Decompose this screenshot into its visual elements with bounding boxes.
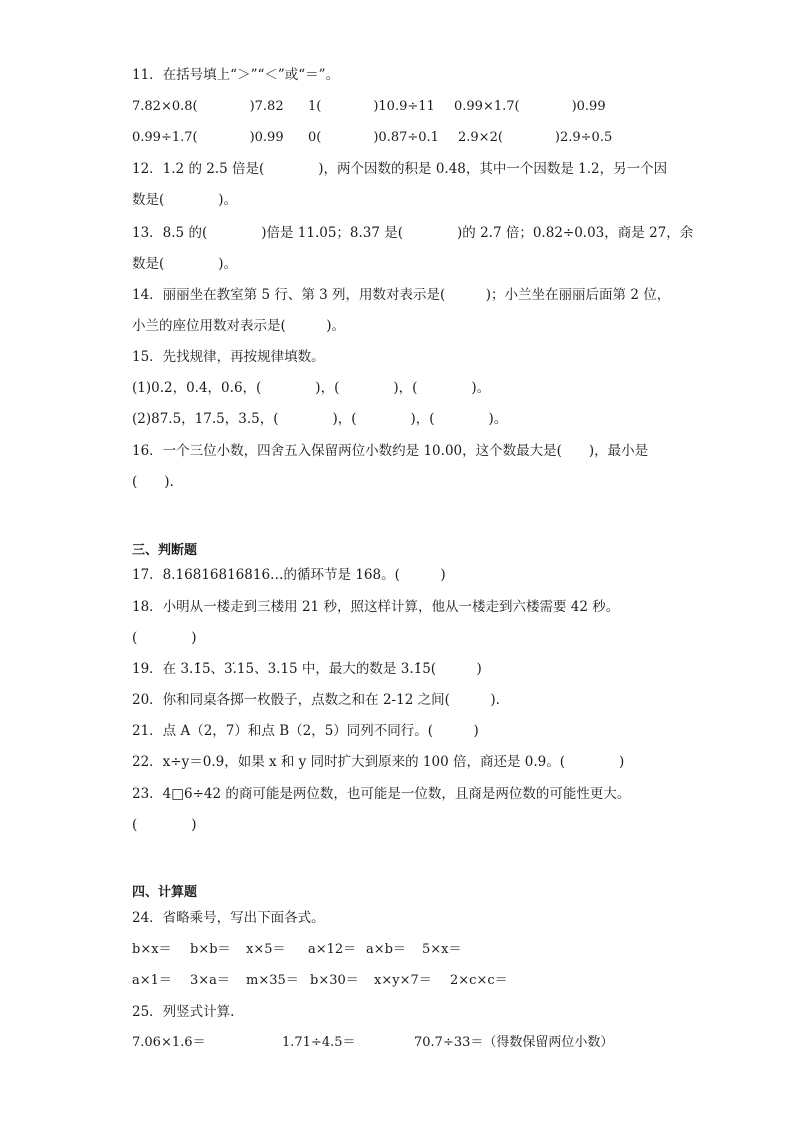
q24-expr-9: m×35＝ [246, 973, 299, 988]
q12-line-1: 12．1.2 的 2.5 倍是( )，两个因数的积是 0.48，其中一个因数是 1.2，另一个因 [132, 161, 668, 177]
q24-expr-6: 5×x＝ [422, 942, 462, 957]
q14-line-2: 小兰的座位用数对表示是( )。 [132, 318, 346, 334]
q20: 20．你和同桌各掷一枚骰子，点数之和在 2-12 之间( ). [132, 692, 500, 708]
q24-expr-10: b×30＝ [310, 973, 359, 988]
q21: 21．点 A（2，7）和点 B（2，5）同列不同行。( ) [132, 723, 479, 739]
q24-expr-1: b×x＝ [132, 942, 172, 957]
q24-expr-12: 2×c×c＝ [450, 973, 508, 988]
q19: 19．在 3.1̇5̇、3.̇15̇、3.15 中，最大的数是 3.1̇5̇( ) [132, 661, 482, 677]
q25-item-3: 70.7÷33＝（得数保留两位小数） [414, 1035, 614, 1050]
q11-item-3: 0.99×1.7( )0.99 [454, 99, 606, 114]
q11-item-5: 0( )0.87÷0.1 [308, 130, 439, 145]
q11-item-2: 1( )10.9÷11 [308, 99, 435, 114]
q24-expr-7: a×1＝ [132, 973, 172, 988]
q14-line-1: 14．丽丽坐在教室第 5 行、第 3 列，用数对表示是( )；小兰坐在丽丽后面第 2 位， [132, 287, 671, 303]
section-4-heading: 四、计算题 [132, 885, 198, 900]
q11-item-6: 2.9×2( )2.9÷0.5 [458, 130, 613, 145]
q15-line-2: (2)87.5，17.5，3.5，( )，( )，( )。 [132, 411, 508, 427]
q13-line-1: 13．8.5 的( )倍是 11.05；8.37 是( )的 2.7 倍；0.82÷0.03，商是 27，余 [132, 225, 694, 241]
q18-line-2: ( ) [132, 630, 197, 646]
q24-expr-3: x×5＝ [246, 942, 286, 957]
q23-line-1: 23．4□6÷42 的商可能是两位数，也可能是一位数，且商是两位数的可能性更大。 [132, 786, 631, 802]
q24-title: 24．省略乘号，写出下面各式。 [132, 910, 325, 926]
q11-item-4: 0.99÷1.7( )0.99 [132, 130, 284, 145]
q13-line-2: 数是( )。 [132, 256, 238, 272]
q18-line-1: 18．小明从一楼走到三楼用 21 秒，照这样计算，他从一楼走到六楼需要 42 秒。 [132, 599, 620, 615]
q15-title: 15．先找规律，再按规律填数。 [132, 349, 325, 365]
q24-expr-5: a×b＝ [366, 942, 406, 957]
q12-line-2: 数是( )。 [132, 192, 238, 208]
q17: 17．8.16816816816…的循环节是 168。( ) [132, 567, 446, 583]
q15-line-1: (1)0.2，0.4，0.6，( )，( )，( )。 [132, 380, 491, 396]
q24-expr-8: 3×a＝ [190, 973, 230, 988]
q24-expr-11: x×y×7＝ [374, 973, 432, 988]
q24-expr-4: a×12＝ [308, 942, 357, 957]
q11-title: 11．在括号填上“＞”“＜”或“＝”。 [132, 67, 340, 83]
q25-item-2: 1.71÷4.5＝ [282, 1035, 356, 1050]
q25-title: 25．列竖式计算. [132, 1004, 235, 1020]
q16-line-1: 16．一个三位小数，四舍五入保留两位小数约是 10.00，这个数最大是( )，最小是 [132, 443, 649, 459]
section-3-heading: 三、判断题 [132, 543, 198, 558]
q16-line-2: ( ). [132, 474, 174, 490]
q23-line-2: ( ) [132, 817, 197, 833]
q25-item-1: 7.06×1.6＝ [132, 1035, 206, 1050]
q11-item-1: 7.82×0.8( )7.82 [132, 99, 284, 114]
q22: 22．x÷y＝0.9，如果 x 和 y 同时扩大到原来的 100 倍，商还是 0.9。( ) [132, 754, 625, 770]
q24-expr-2: b×b＝ [190, 942, 231, 957]
